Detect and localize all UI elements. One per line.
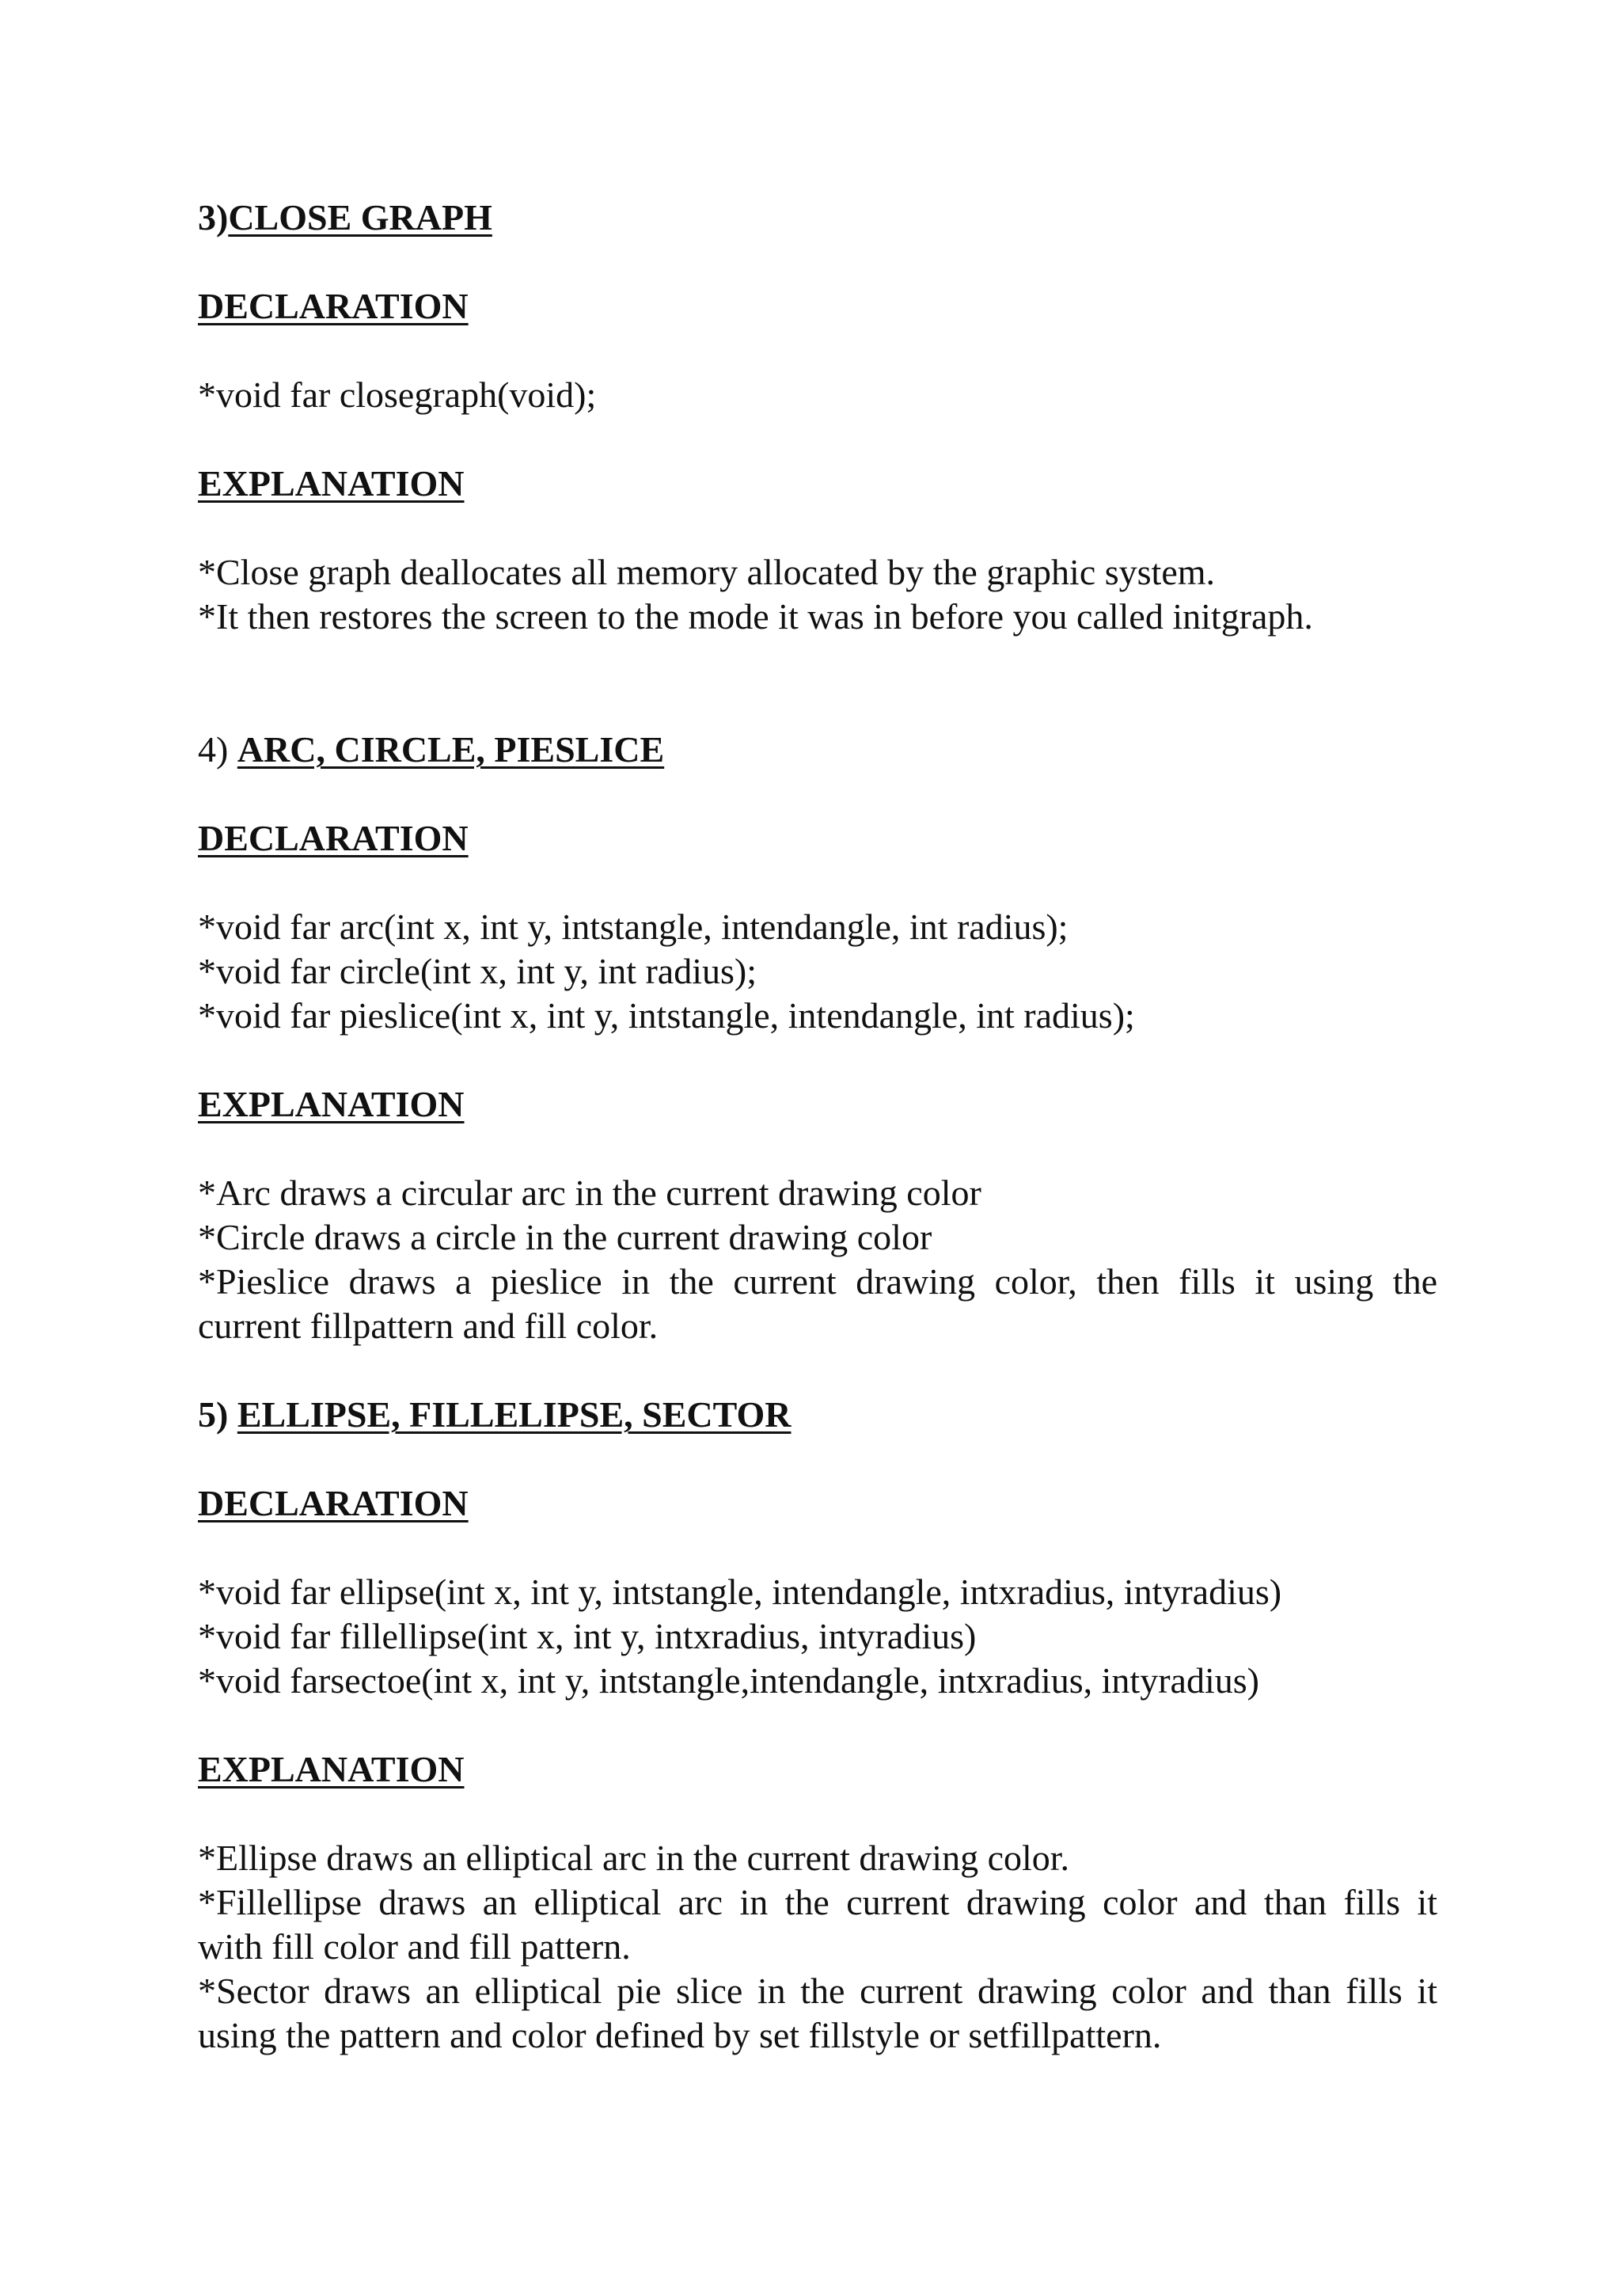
section-5-declaration-line: *void farsectoe(int x, int y, intstangle,intendangle, intxradius, intyradius): [198, 1660, 1259, 1701]
section-4-explanation-line: *Circle draws a circle in the current drawing color: [198, 1217, 932, 1257]
section-5-declaration-line: *void far fillellipse(int x, int y, intxradius, intyradius): [198, 1616, 977, 1656]
section-5-number: 5): [198, 1394, 237, 1435]
section-3-declaration-heading: DECLARATION: [198, 286, 469, 326]
section-4-explanation-heading: EXPLANATION: [198, 1084, 465, 1124]
section-3-number: 3): [198, 197, 229, 238]
section-3-explanation-line: *Close graph deallocates all memory allocated by the graphic system.: [198, 552, 1216, 592]
section-4-explanation-line: current fillpattern and fill color.: [198, 1306, 659, 1346]
section-5-explanation-line: with fill color and fill pattern.: [198, 1926, 631, 1967]
section-5-declaration-line: *void far ellipse(int x, int y, intstangle, intendangle, intxradius, intyradius): [198, 1572, 1282, 1612]
section-5-explanation-heading: EXPLANATION: [198, 1749, 465, 1789]
section-3-explanation-line: *It then restores the screen to the mode it was in before you called initgraph.: [198, 596, 1313, 637]
section-3-explanation-heading: EXPLANATION: [198, 463, 465, 504]
section-3-heading: [198, 196, 492, 240]
section-4-explanation-line: *Arc draws a circular arc in the current drawing color: [198, 1173, 981, 1213]
section-5-explanation-line: *Sector draws an elliptical pie slice in the current drawing color and than fills it: [198, 1971, 1437, 2011]
section-5-title: ELLIPSE, FILLELIPSE, SECTOR: [237, 1394, 792, 1435]
section-4-number: 4): [198, 729, 237, 770]
section-4-title: ARC, CIRCLE, PIESLICE: [237, 729, 665, 770]
section-4-declaration-heading: DECLARATION: [198, 818, 469, 858]
section-3-title: CLOSE GRAPH: [228, 197, 492, 238]
section-4-declaration-line: *void far circle(int x, int y, int radius);: [198, 951, 757, 991]
section-4-heading: [198, 728, 664, 772]
section-5-explanation-line: using the pattern and color defined by set fillstyle or setfillpattern.: [198, 2015, 1162, 2055]
section-4-declaration-line: *void far pieslice(int x, int y, intstangle, intendangle, int radius);: [198, 995, 1135, 1036]
section-5-declaration-heading: DECLARATION: [198, 1483, 469, 1523]
section-4-declaration-line: *void far arc(int x, int y, intstangle, intendangle, int radius);: [198, 907, 1069, 947]
section-5-explanation-line: *Ellipse draws an elliptical arc in the current drawing color.: [198, 1838, 1070, 1878]
section-5-heading: [198, 1393, 791, 1437]
section-4-explanation-line: *Pieslice draws a pieslice in the current drawing color, then fills it using the: [198, 1261, 1437, 1302]
section-5-explanation-line: *Fillellipse draws an elliptical arc in the current drawing color and than fills it: [198, 1882, 1437, 1922]
section-3-declaration-line: *void far closegraph(void);: [198, 374, 597, 415]
